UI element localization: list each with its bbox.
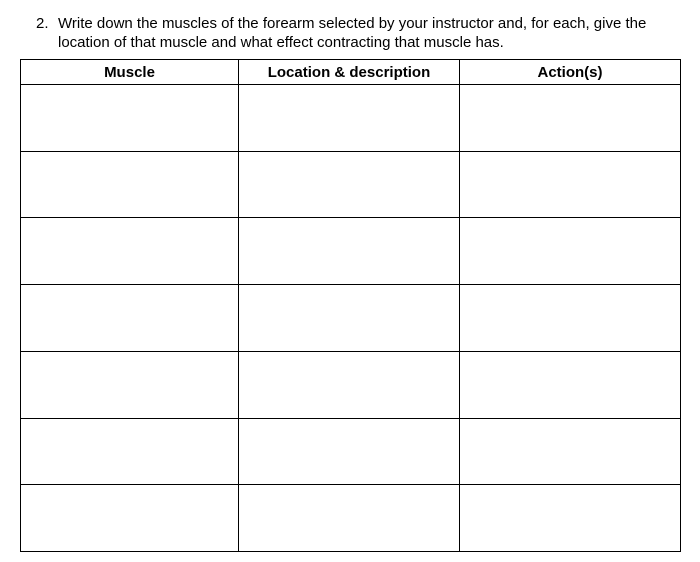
answer-table	[20, 59, 681, 552]
actions-cell[interactable]	[460, 218, 681, 285]
table-row	[21, 85, 681, 152]
location-cell[interactable]	[239, 485, 460, 552]
location-cell[interactable]	[239, 418, 460, 485]
muscle-cell[interactable]	[21, 85, 239, 152]
table-row	[21, 485, 681, 552]
table-body	[21, 85, 681, 552]
location-cell[interactable]	[239, 351, 460, 418]
actions-cell[interactable]	[460, 151, 681, 218]
question-text: Write down the muscles of the forearm selected by your instructor and, for each, give the location of that muscle and what effect contracting that muscle has.	[58, 15, 647, 51]
actions-cell[interactable]	[460, 285, 681, 352]
table-row	[21, 418, 681, 485]
actions-cell[interactable]	[460, 485, 681, 552]
location-cell[interactable]	[239, 151, 460, 218]
location-cell[interactable]	[239, 218, 460, 285]
table-row	[21, 151, 681, 218]
actions-cell[interactable]	[460, 418, 681, 485]
column-header-muscle: Muscle	[21, 60, 239, 85]
muscle-cell[interactable]	[21, 485, 239, 552]
actions-cell[interactable]	[460, 351, 681, 418]
actions-cell[interactable]	[460, 85, 681, 152]
muscle-cell[interactable]	[21, 351, 239, 418]
column-header-location: Location & description	[239, 60, 460, 85]
column-header-actions: Action(s)	[460, 60, 681, 85]
table-row	[21, 218, 681, 285]
location-cell[interactable]	[239, 85, 460, 152]
muscle-cell[interactable]	[21, 418, 239, 485]
header-row	[21, 60, 681, 85]
table-row	[21, 285, 681, 352]
location-cell[interactable]	[239, 285, 460, 352]
question-number: 2.	[36, 15, 49, 32]
muscle-cell[interactable]	[21, 285, 239, 352]
muscle-cell[interactable]	[21, 151, 239, 218]
question-prompt	[36, 14, 686, 52]
table-row	[21, 351, 681, 418]
muscle-cell[interactable]	[21, 218, 239, 285]
